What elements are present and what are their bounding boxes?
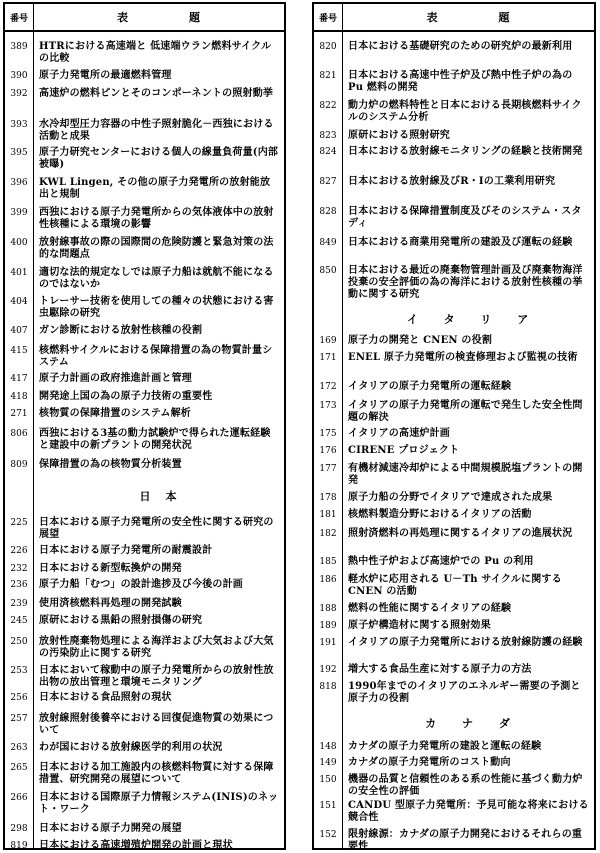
entry-number: 819 xyxy=(10,841,28,851)
entry-number: 809 xyxy=(10,460,28,470)
entry-title: 軽水炉に応用される U－Th サイクルに関する CNEN の活動 xyxy=(348,574,562,597)
section-heading-italy: イ タ リ ア xyxy=(406,313,531,326)
entry-title: 照射済燃料の再処理に関するイタリアの進展状況 xyxy=(348,528,573,539)
entry-number: 401 xyxy=(10,268,28,278)
entry-title: KWL Lingen, その他の原子力発電所の放射能放出と規制 xyxy=(39,177,271,200)
entry-number: 186 xyxy=(319,575,337,585)
entry-title: 原子力発電所の最適燃料管理 xyxy=(39,70,172,81)
entry-number: 189 xyxy=(319,621,337,631)
entry-number: 175 xyxy=(319,429,337,439)
entry-title: 原研における黒鉛の照射損傷の研究 xyxy=(39,615,203,626)
entry-title: 水冷却型圧力容器の中性子照射脆化－西独における活動と成果 xyxy=(39,119,274,142)
entry-number: 389 xyxy=(10,42,28,52)
entry-number: 171 xyxy=(319,353,337,363)
entry-number: 188 xyxy=(319,604,337,614)
entry-number: 239 xyxy=(10,599,28,609)
entry-title: 日本において稼動中の原子力発電所からの放射性放出物の放出管理と環境モニタリング xyxy=(39,665,274,688)
entry-title: 西独における原子力発電所からの気体液体中の放射性核種による環境の影響 xyxy=(39,207,274,230)
entry-number: 263 xyxy=(10,743,28,753)
entry-title: 日本における国際原子力情報システム(INIS)のネット・ワーク xyxy=(39,792,279,815)
number-column-header: 番号 xyxy=(5,4,34,30)
entry-number: 253 xyxy=(10,666,28,676)
entry-number: 265 xyxy=(10,763,28,773)
entry-number: 266 xyxy=(10,793,28,803)
table-header xyxy=(314,4,594,32)
entry-title: 使用済核燃料再処理の開発試験 xyxy=(39,598,182,609)
entry-number: 256 xyxy=(10,693,28,703)
entry-number: 226 xyxy=(10,546,28,556)
entry-title: 核燃料サイクルにおける保障措置の為の物質計量システム xyxy=(39,345,273,368)
entry-title: 適切な法的規定なしでは原子力船は就航不能になるのではないか xyxy=(39,267,274,290)
entry-number: 298 xyxy=(10,824,28,834)
entry-number: 418 xyxy=(10,392,28,402)
entry-title: 日本における加工施設内の核燃料物質に対する保障措置、研究開発の展望について xyxy=(39,762,274,785)
entry-number: 191 xyxy=(319,638,337,648)
entry-title: 放射性廃棄物処理による海洋および大気および大気の汚染防止に関する研究 xyxy=(39,636,274,659)
title-column-header: 表 題 xyxy=(117,11,201,24)
entry-number: 822 xyxy=(319,101,337,111)
entry-number: 232 xyxy=(10,564,28,574)
entry-number: 173 xyxy=(319,401,337,411)
entry-title: 日本における食品照射の現状 xyxy=(39,692,172,703)
entry-title: トレーサー技術を使用しての種々の状態における害虫駆除の研究 xyxy=(39,296,274,319)
section-heading-canada: カ ナ ダ xyxy=(425,717,512,730)
entry-title: 高速炉の燃料ピンとそのコンポーネントの照射動挙 xyxy=(39,88,274,99)
left-table xyxy=(3,2,286,850)
entry-number: 152 xyxy=(319,830,337,840)
entry-title: 原子力船の分野でイタリアで達成された成果 xyxy=(348,492,553,503)
entry-number: 150 xyxy=(319,775,337,785)
entry-title: カナダの原子力発電所の建設と運転の経験 xyxy=(348,741,542,752)
entry-number: 828 xyxy=(319,207,337,217)
entry-title: CIRENE プロジェクト xyxy=(348,445,460,456)
entry-title: イタリアの高速炉計画 xyxy=(348,428,450,439)
entry-number: 182 xyxy=(319,529,337,539)
entry-title: ENEL 原子力発電所の検査修理および監視の技術 xyxy=(348,352,578,363)
entry-number: 236 xyxy=(10,580,28,590)
entry-title: 日本における最近の廃棄物管理計画及び廃棄物海洋投棄の安全評価の為の海洋における放射性核種の挙動に関する研究 xyxy=(348,265,583,300)
entry-title: 動力炉の燃料特性と日本における長期核燃料サイクルのシステム分析 xyxy=(348,100,582,123)
entry-number: 806 xyxy=(10,429,28,439)
entry-number: 177 xyxy=(319,464,337,474)
entry-number: 849 xyxy=(319,238,337,248)
number-column-header: 番号 xyxy=(314,4,343,30)
entry-number: 404 xyxy=(10,297,28,307)
entry-number: 396 xyxy=(10,178,28,188)
entry-title: 日本における基礎研究のための研究炉の最新利用 xyxy=(348,41,573,52)
entry-title: 日本における原子力開発の展望 xyxy=(39,823,182,834)
entry-title: 日本における高速中性子炉及び熱中性子炉の為の Pu 燃料の開発 xyxy=(348,70,573,93)
entry-title: 日本における放射線モニタリングの経験と技術開発 xyxy=(348,146,583,157)
entry-number: 824 xyxy=(319,147,337,157)
entry-title: 原子力計画の政府推進計画と管理 xyxy=(39,373,192,384)
entry-number: 169 xyxy=(319,336,337,346)
entry-number: 400 xyxy=(10,238,28,248)
entry-title: 有機材減速冷却炉による中間規模脱塩プラントの開発 xyxy=(348,463,583,486)
section-heading-japan: 日 本 xyxy=(139,490,179,503)
entry-title: ガン診断における放射性核種の役割 xyxy=(39,325,203,336)
entry-title: 日本における保障措置制度及びそのシステム・スタディ xyxy=(348,206,582,229)
entry-title: 日本における原子力発電所の安全性に関する研究の展望 xyxy=(39,517,274,540)
entry-title: 日本における原子力発電所の耐震設計 xyxy=(39,545,213,556)
entry-number: 818 xyxy=(319,682,337,692)
entry-title: イタリアの原子力発電所の運転で発生した安全性問題の解決 xyxy=(348,400,583,423)
entry-title: 原子力船「むつ」の設計進捗及び今後の計画 xyxy=(39,579,243,590)
entry-title: 核燃料製造分野におけるイタリアの活動 xyxy=(348,509,532,520)
entry-title: 機器の品質と信頼性のある系の性能に基づく動力炉の安全性の評価 xyxy=(348,774,583,797)
entry-number: 151 xyxy=(319,801,337,811)
entry-number: 850 xyxy=(319,266,337,276)
entry-number: 250 xyxy=(10,637,28,647)
entry-title: 原子力の開発と CNEN の役割 xyxy=(348,335,493,346)
entry-title: 原子炉構造材に関する照射効果 xyxy=(348,620,491,631)
entry-title: HTRにおける高速端と 低速端ウラン燃料サイクルの比較 xyxy=(39,41,272,64)
entry-title: 日本における新型転換炉の開発 xyxy=(39,563,182,574)
entry-number: 417 xyxy=(10,374,28,384)
entry-title: 開発途上国の為の原子力技術の重要性 xyxy=(39,391,213,402)
entry-number: 172 xyxy=(319,382,337,392)
entry-number: 393 xyxy=(10,120,28,130)
entry-number: 181 xyxy=(319,510,337,520)
entry-title: 原子力研究センターにおける個人の線量負荷量(内部被曝) xyxy=(39,147,279,170)
entry-title: イタリアの原子力発電所の運転経験 xyxy=(348,381,512,392)
entry-number: 823 xyxy=(319,131,337,141)
entry-title: 日本における高速増殖炉開発の計画と現状 xyxy=(39,840,233,851)
entry-number: 395 xyxy=(10,148,28,158)
entry-number: 192 xyxy=(319,665,337,675)
entry-number: 390 xyxy=(10,71,28,81)
entry-number: 176 xyxy=(319,446,337,456)
entry-number: 257 xyxy=(10,714,28,724)
table-header xyxy=(5,4,284,32)
entry-number: 820 xyxy=(319,42,337,52)
entry-number: 827 xyxy=(319,177,337,187)
entry-title: 増大する食品生産に対する原子力の方法 xyxy=(348,664,532,675)
entry-title: 燃料の性能に関するイタリアの経験 xyxy=(348,603,512,614)
entry-title: 保障措置の為の核物質分析装置 xyxy=(39,459,182,470)
entry-number: 185 xyxy=(319,557,337,567)
entry-title: 西独における3基の動力試験炉で得られた運転経験と建設中の新プラントの開発状況 xyxy=(39,428,271,451)
entry-number: 399 xyxy=(10,208,28,218)
entry-title: わが国における放射線医学的利用の状況 xyxy=(39,742,223,753)
entry-title: 放射線事故の際の国際間の危険防護と緊急対策の法的な問題点 xyxy=(39,237,274,260)
entry-title: 熱中性子炉および高速炉での Pu の利用 xyxy=(348,556,534,567)
entry-title: CANDU 型原子力発電所：予見可能な将来における競合性 xyxy=(348,800,589,823)
entry-number: 245 xyxy=(10,616,28,626)
column-divider xyxy=(33,30,34,848)
entry-title: 放射線照射後養卒における回復促進物質の効果について xyxy=(39,713,274,736)
title-column-header: 表 題 xyxy=(426,11,511,24)
entry-number: 225 xyxy=(10,518,28,528)
entry-number: 178 xyxy=(319,493,337,503)
entry-title: 日本における放射線及びR・Iの工業利用研究 xyxy=(348,176,556,187)
entry-number: 392 xyxy=(10,89,28,99)
entry-number: 148 xyxy=(319,742,337,752)
entry-title: カナダの原子力発電所のコスト動向 xyxy=(348,757,511,768)
entry-title: 日本における商業用発電所の建設及び運転の経験 xyxy=(348,237,573,248)
entry-number: 415 xyxy=(10,346,28,356)
entry-number: 271 xyxy=(10,409,28,419)
entry-number: 407 xyxy=(10,326,28,336)
entry-number: 149 xyxy=(319,758,337,768)
entry-title: 1990年までのイタリアのエネルギー需要の予測と原子力の役割 xyxy=(348,681,581,704)
entry-title: 核物質の保障措置のシステム解析 xyxy=(39,408,191,419)
entry-number: 821 xyxy=(319,71,337,81)
entry-title: イタリアの原子力発電所における放射線防護の経験 xyxy=(348,637,583,648)
right-table xyxy=(312,2,596,850)
entry-title: 限射線源：カナダの原子力開発におけるそれらの重要性 xyxy=(348,829,583,852)
entry-title: 原研における照射研究 xyxy=(348,130,450,141)
